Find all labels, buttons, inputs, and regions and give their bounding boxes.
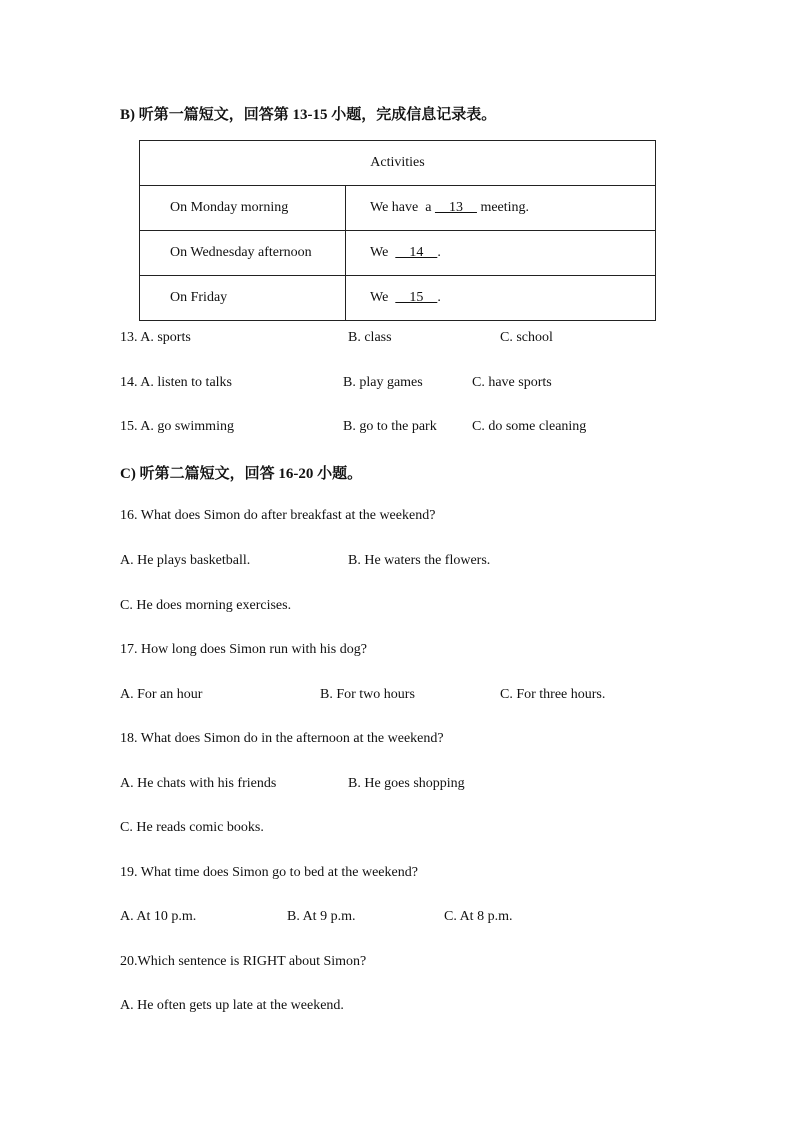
q20-stem: 20.Which sentence is RIGHT about Simon? (120, 954, 367, 969)
info-record-table (139, 140, 656, 321)
q16-option-a: A. He plays basketball. (120, 553, 251, 568)
table-header-row (140, 141, 656, 186)
activity-prefix: We (370, 290, 396, 305)
q15-option-c: C. do some cleaning (472, 419, 587, 434)
q19-stem: 19. What time does Simon go to bed at the weekend? (120, 865, 418, 880)
q18-option-a: A. He chats with his friends (120, 776, 277, 791)
q18-option-b: B. He goes shopping (348, 776, 465, 791)
blank-14: 14 (395, 245, 438, 260)
section-b-heading: B) 听第一篇短文，回答第 13-15 小题，完成信息记录表。 (120, 107, 497, 123)
q15-option-a: 15. A. go swimming (120, 419, 234, 434)
table-cell-activity (346, 186, 656, 231)
q18-option-c: C. He reads comic books. (120, 820, 264, 835)
table-cell-activity (346, 231, 656, 276)
activity-suffix: . (437, 245, 441, 260)
q13-option-c: C. school (500, 330, 553, 345)
activity-suffix: meeting. (476, 200, 530, 215)
q19-option-a: A. At 10 p.m. (120, 909, 197, 924)
table-cell-time: On Friday (140, 276, 346, 321)
table-header-activities: Activities (140, 141, 656, 186)
blank-15: 15 (395, 290, 438, 305)
q14-option-c: C. have sports (472, 375, 552, 390)
q16-option-c: C. He does morning exercises. (120, 598, 292, 613)
table-cell-time: On Wednesday afternoon (140, 231, 346, 276)
activity-prefix: We have a (370, 200, 435, 215)
q20-option-a: A. He often gets up late at the weekend. (120, 998, 344, 1013)
q16-option-b: B. He waters the flowers. (348, 553, 491, 568)
q17-stem: 17. How long does Simon run with his dog? (120, 642, 367, 657)
table-row (140, 276, 656, 321)
q19-option-b: B. At 9 p.m. (287, 909, 356, 924)
table-row (140, 231, 656, 276)
table-row (140, 186, 656, 231)
q17-option-b: B. For two hours (320, 687, 415, 702)
activity-prefix: We (370, 245, 396, 260)
q14-option-b: B. play games (343, 375, 423, 390)
q18-stem: 18. What does Simon do in the afternoon at the weekend? (120, 731, 444, 746)
activity-suffix: . (437, 290, 441, 305)
q13-option-a: 13. A. sports (120, 330, 191, 345)
table-cell-activity (346, 276, 656, 321)
q13-option-b: B. class (348, 330, 392, 345)
section-c-heading: C) 听第二篇短文，回答 16-20 小题。 (120, 466, 363, 482)
q17-option-c: C. For three hours. (500, 687, 606, 702)
table-cell-time: On Monday morning (140, 186, 346, 231)
q15-option-b: B. go to the park (343, 419, 437, 434)
blank-13: 13 (434, 200, 477, 215)
q16-stem: 16. What does Simon do after breakfast at the weekend? (120, 508, 436, 523)
q14-option-a: 14. A. listen to talks (120, 375, 232, 390)
q19-option-c: C. At 8 p.m. (444, 909, 513, 924)
q17-option-a: A. For an hour (120, 687, 203, 702)
